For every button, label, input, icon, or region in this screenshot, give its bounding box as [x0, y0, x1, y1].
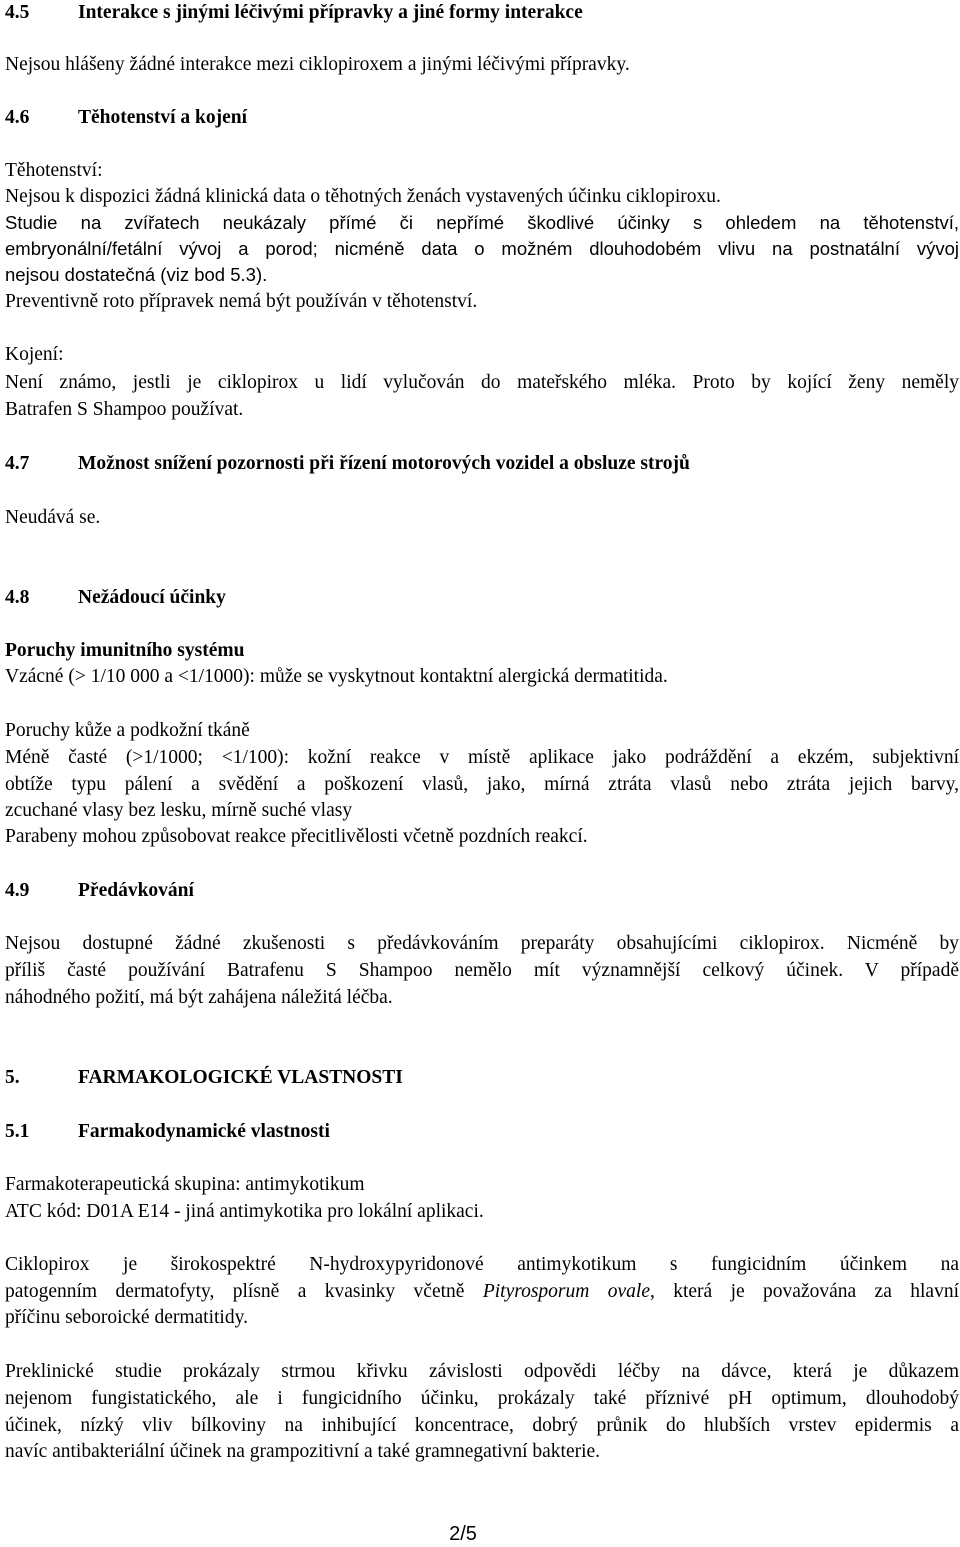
paragraph-line: příliš časté používání Batrafenu S Shampoo nemělo mít významnější celkový účinek. V případě	[5, 960, 959, 981]
paragraph-line: Preventivně roto přípravek nemá být používán v těhotenství.	[5, 291, 478, 312]
text-run: , která je považována za hlavní	[649, 1281, 959, 1302]
paragraph-line: nejsou dostatečná (viz bod 5.3).	[5, 264, 268, 285]
section-number: 4.9	[5, 880, 30, 901]
text-run: patogenním dermatofyty, plísně a kvasinky včetně	[5, 1281, 483, 1302]
paragraph: Neudává se.	[5, 507, 101, 528]
section-number: 4.8	[5, 587, 30, 608]
paragraph-line: náhodného požití, má být zahájena náležitá léčba.	[5, 987, 393, 1008]
section-number: 5.	[5, 1067, 20, 1088]
section-title: Možnost snížení pozornosti při řízení motorových vozidel a obsluze strojů	[78, 453, 690, 474]
subsection-title: Poruchy imunitního systému	[5, 640, 245, 661]
paragraph-line: Nejsou k dispozici žádná klinická data o těhotných ženách vystavených účinku ciklopiroxu.	[5, 186, 721, 207]
section-5-heading	[5, 1065, 959, 1091]
subsection-label: Těhotenství:	[5, 160, 103, 181]
section-4-5-heading	[5, 0, 959, 26]
paragraph-line: Není známo, jestli je ciklopirox u lidí vylučován do mateřského mléka. Proto by kojící ženy neměly	[5, 372, 959, 393]
species-name: Pityrosporum ovale	[482, 1281, 650, 1302]
section-title: Nežádoucí účinky	[78, 587, 226, 608]
section-number: 4.5	[5, 2, 30, 23]
paragraph-line	[5, 1279, 959, 1305]
section-title: FARMAKOLOGICKÉ VLASTNOSTI	[78, 1067, 403, 1088]
subsection-label: Poruchy kůže a podkožní tkáně	[5, 720, 250, 741]
paragraph-line: Ciklopirox je širokospektré N-hydroxypyridonové antimykotikum s fungicidním účinkem na	[5, 1254, 959, 1275]
section-title: Interakce s jinými léčivými přípravky a jiné formy interakce	[78, 2, 583, 23]
paragraph-line: Farmakoterapeutická skupina: antimykotikum	[5, 1174, 365, 1195]
section-4-7-heading	[5, 451, 959, 477]
section-number: 4.6	[5, 107, 30, 128]
section-4-6-heading	[5, 105, 959, 131]
paragraph-line: nejenom fungistatického, ale i fungicidního účinku, prokázaly také příznivé pH optimum, dlouhodobý	[5, 1388, 959, 1409]
section-number: 5.1	[5, 1121, 30, 1142]
paragraph-line: obtíže typu pálení a svědění a poškození vlasů, jako, mírná ztráta vlasů nebo ztráta jejich barvy,	[5, 774, 959, 795]
paragraph-line: embryonální/fetální vývoj a porod; nicméně data o možném dlouhodobém vlivu na postnatální vývoj	[5, 238, 959, 259]
paragraph-line: Studie na zvířatech neukázaly přímé či nepřímé škodlivé účinky s ohledem na těhotenství,	[5, 212, 959, 233]
section-title: Těhotenství a kojení	[78, 107, 248, 128]
paragraph-line: příčinu seboroické dermatitidy.	[5, 1307, 248, 1328]
paragraph: Nejsou hlášeny žádné interakce mezi ciklopiroxem a jinými léčivými přípravky.	[5, 54, 630, 75]
paragraph-line: Preklinické studie prokázaly strmou křivku závislosti odpovědi léčby na dávce, která je důkazem	[5, 1361, 959, 1382]
paragraph-line: Nejsou dostupné žádné zkušenosti s předávkováním preparáty obsahujícími ciklopirox. Nicméně by	[5, 933, 959, 954]
subsection-label: Kojení:	[5, 344, 64, 365]
section-5-1-heading	[5, 1119, 959, 1145]
section-title: Předávkování	[78, 880, 194, 901]
section-4-8-heading	[5, 585, 959, 611]
paragraph-line: navíc antibakteriální účinek na grampozitivní a také gramnegativní bakterie.	[5, 1441, 601, 1462]
page-number: 2/5	[449, 1523, 477, 1545]
paragraph-line: Vzácné (> 1/10 000 a <1/1000): může se vyskytnout kontaktní alergická dermatitida.	[5, 666, 668, 687]
section-title: Farmakodynamické vlastnosti	[78, 1121, 330, 1142]
paragraph-line: Parabeny mohou způsobovat reakce přecitlivělosti včetně pozdních reakcí.	[5, 826, 588, 847]
paragraph-line: Batrafen S Shampoo používat.	[5, 399, 244, 420]
paragraph-line: účinek, nízký vliv bílkoviny na inhibující koncentrace, dobrý průnik do hlubších vrstev epidermis a	[5, 1415, 959, 1436]
section-4-9-heading	[5, 878, 959, 904]
paragraph-line: zcuchané vlasy bez lesku, mírně suché vlasy	[5, 800, 353, 821]
section-number: 4.7	[5, 453, 30, 474]
paragraph-line: Méně časté (>1/1000; <1/100): kožní reakce v místě aplikace jako podráždění a ekzém, subjektivní	[5, 747, 959, 768]
paragraph-line: ATC kód: D01A E14 - jiná antimykotika pro lokální aplikaci.	[5, 1201, 484, 1222]
